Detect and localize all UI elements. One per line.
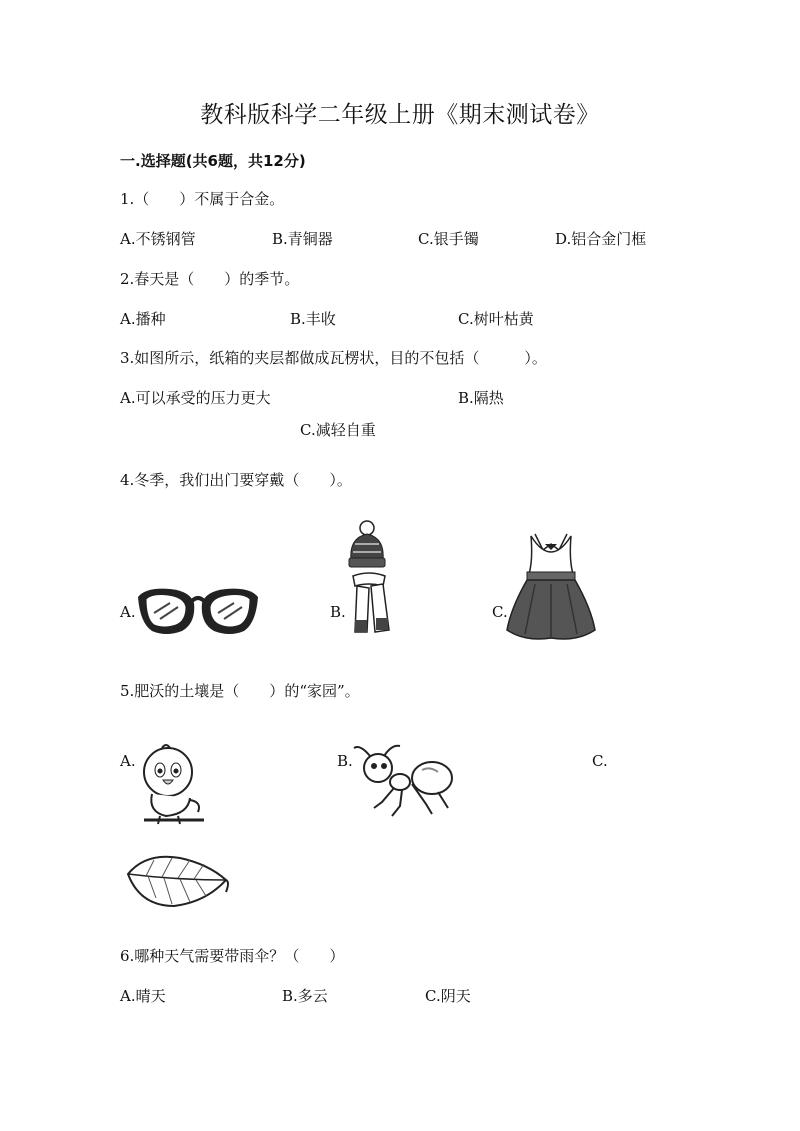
q4-option-a: A. bbox=[120, 603, 136, 621]
q6-option-c: C.阴天 bbox=[425, 987, 471, 1005]
question-2-stem: 2.春天是（ ）的季节。 bbox=[120, 270, 300, 288]
q3-option-a: A.可以承受的压力更大 bbox=[120, 389, 271, 407]
q6-option-a: A.晴天 bbox=[120, 987, 166, 1005]
q4-option-b: B. bbox=[330, 603, 346, 621]
q1-option-d: D.铝合金门框 bbox=[555, 230, 647, 248]
q3-option-c: C.减轻自重 bbox=[300, 421, 376, 439]
q1-option-c: C.银手镯 bbox=[418, 230, 479, 248]
sunglasses-icon bbox=[136, 583, 260, 639]
q3-option-b: B.隔热 bbox=[458, 389, 504, 407]
ant-icon bbox=[352, 744, 456, 820]
question-4-stem: 4.冬季，我们出门要穿戴（ ）。 bbox=[120, 471, 352, 489]
q2-option-c: C.树叶枯黄 bbox=[458, 310, 534, 328]
q2-option-a: A.播种 bbox=[120, 310, 166, 328]
q4-option-c: C. bbox=[492, 603, 508, 621]
q5-option-a: A. bbox=[120, 752, 136, 770]
q1-option-a: A.不锈钢管 bbox=[120, 230, 196, 248]
question-6-stem: 6.哪种天气需要带雨伞？（ ） bbox=[120, 947, 345, 965]
leaf-icon bbox=[126, 852, 230, 910]
page-title: 教科版科学二年级上册《期末测试卷》 bbox=[200, 102, 600, 128]
q6-option-b: B.多云 bbox=[282, 987, 328, 1005]
question-3-stem: 3.如图所示，纸箱的夹层都做成瓦楞状，目的不包括（ ）。 bbox=[120, 349, 547, 367]
question-1-stem: 1.（ ）不属于合金。 bbox=[120, 190, 285, 208]
hat-and-scarf-icon bbox=[345, 520, 397, 640]
q5-option-c: C. bbox=[592, 752, 608, 770]
q1-option-b: B.青铜器 bbox=[272, 230, 333, 248]
q2-option-b: B.丰收 bbox=[290, 310, 336, 328]
q5-option-b: B. bbox=[337, 752, 353, 770]
question-5-stem: 5.肥沃的土壤是（ ）的“家园”。 bbox=[120, 682, 360, 700]
section-heading: 一.选择题(共6题，共12分) bbox=[120, 152, 306, 170]
chick-icon bbox=[138, 742, 208, 832]
dress-icon bbox=[505, 530, 597, 642]
